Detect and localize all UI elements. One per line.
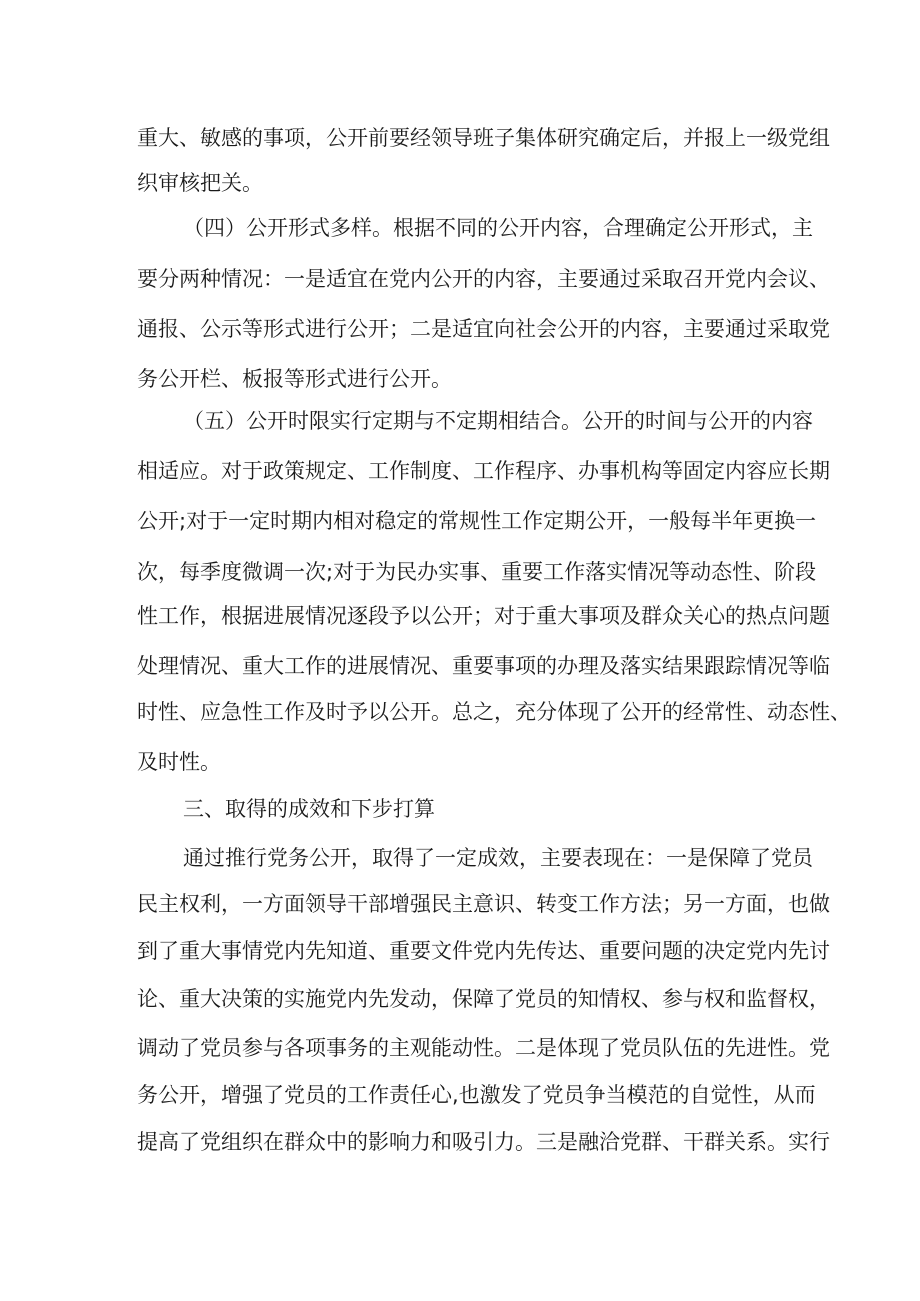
line-text: （四）公开形式多样。根据不同的公开内容，合理确定公开形式，主 — [183, 216, 813, 240]
line-text: 提高了党组织在群众中的影响力和吸引力。三是融洽党群、干群关系。实行 — [137, 1130, 830, 1154]
line-text: 处理情况、重大工作的进展情况、重要事项的办理及落实结果跟踪情况等临 — [137, 654, 830, 678]
text-line — [0, 401, 920, 441]
text-line — [0, 1028, 920, 1068]
text-line — [0, 118, 920, 158]
line-text: 调动了党员参与各项事务的主观能动性。二是体现了党员队伍的先进性。党 — [137, 1036, 830, 1060]
text-line — [0, 451, 920, 491]
line-text: 民主权利，一方面领导干部增强民主意识、转变工作方法；另一方面，也做 — [137, 892, 830, 916]
text-line — [0, 646, 920, 686]
text-line — [0, 884, 920, 924]
line-text: 论、重大决策的实施党内先发动，保障了党员的知情权、参与权和监督权， — [137, 987, 830, 1011]
text-line — [0, 208, 920, 248]
line-text: 通报、公示等形式进行公开；二是适宜向社会公开的内容，主要通过采取党 — [137, 317, 830, 341]
text-line — [0, 1075, 920, 1115]
text-line — [0, 596, 920, 636]
text-line — [0, 552, 920, 592]
line-text: 时性、应急性工作及时予以公开。总之，充分体现了公开的经常性、动态性、 — [137, 700, 851, 724]
text-line — [0, 309, 920, 349]
section-heading — [0, 789, 920, 829]
line-text: 重大、敏感的事项，公开前要经领导班子集体研究确定后，并报上一级党组 — [137, 126, 830, 150]
line-text: 次，每季度微调一次;对于为民办实事、重要工作落实情况等动态性、阶段 — [137, 560, 817, 584]
text-line — [0, 692, 920, 732]
text-line — [0, 838, 920, 878]
line-text: 到了重大事情党内先知道、重要文件党内先传达、重要问题的决定党内先讨 — [137, 939, 830, 963]
line-text: 通过推行党务公开，取得了一定成效，主要表现在：一是保障了党员 — [183, 846, 813, 870]
line-text: 务公开栏、板报等形式进行公开。 — [137, 367, 452, 391]
text-line — [0, 742, 920, 782]
text-line — [0, 931, 920, 971]
line-text: 务公开，增强了党员的工作责任心,也激发了党员争当模范的自觉性，从而 — [137, 1083, 816, 1107]
line-text: 相适应。对于政策规定、工作制度、工作程序、办事机构等固定内容应长期 — [137, 459, 830, 483]
line-text: 要分两种情况：一是适宜在党内公开的内容，主要通过采取召开党内会议、 — [137, 267, 830, 291]
text-line — [0, 501, 920, 541]
text-line — [0, 1122, 920, 1162]
text-line — [0, 163, 920, 203]
text-line — [0, 259, 920, 299]
line-text: （五）公开时限实行定期与不定期相结合。公开的时间与公开的内容 — [183, 409, 813, 433]
line-text: 织审核把关。 — [137, 171, 263, 195]
text-line — [0, 979, 920, 1019]
text-line — [0, 359, 920, 399]
line-text: 及时性。 — [137, 750, 221, 774]
heading-text: 三、取得的成效和下步打算 — [183, 797, 435, 821]
line-text: 公开;对于一定时期内相对稳定的常规性工作定期公开，一般每半年更换一 — [137, 509, 817, 533]
line-text: 性工作，根据进展情况逐段予以公开；对于重大事项及群众关心的热点问题 — [137, 604, 830, 628]
